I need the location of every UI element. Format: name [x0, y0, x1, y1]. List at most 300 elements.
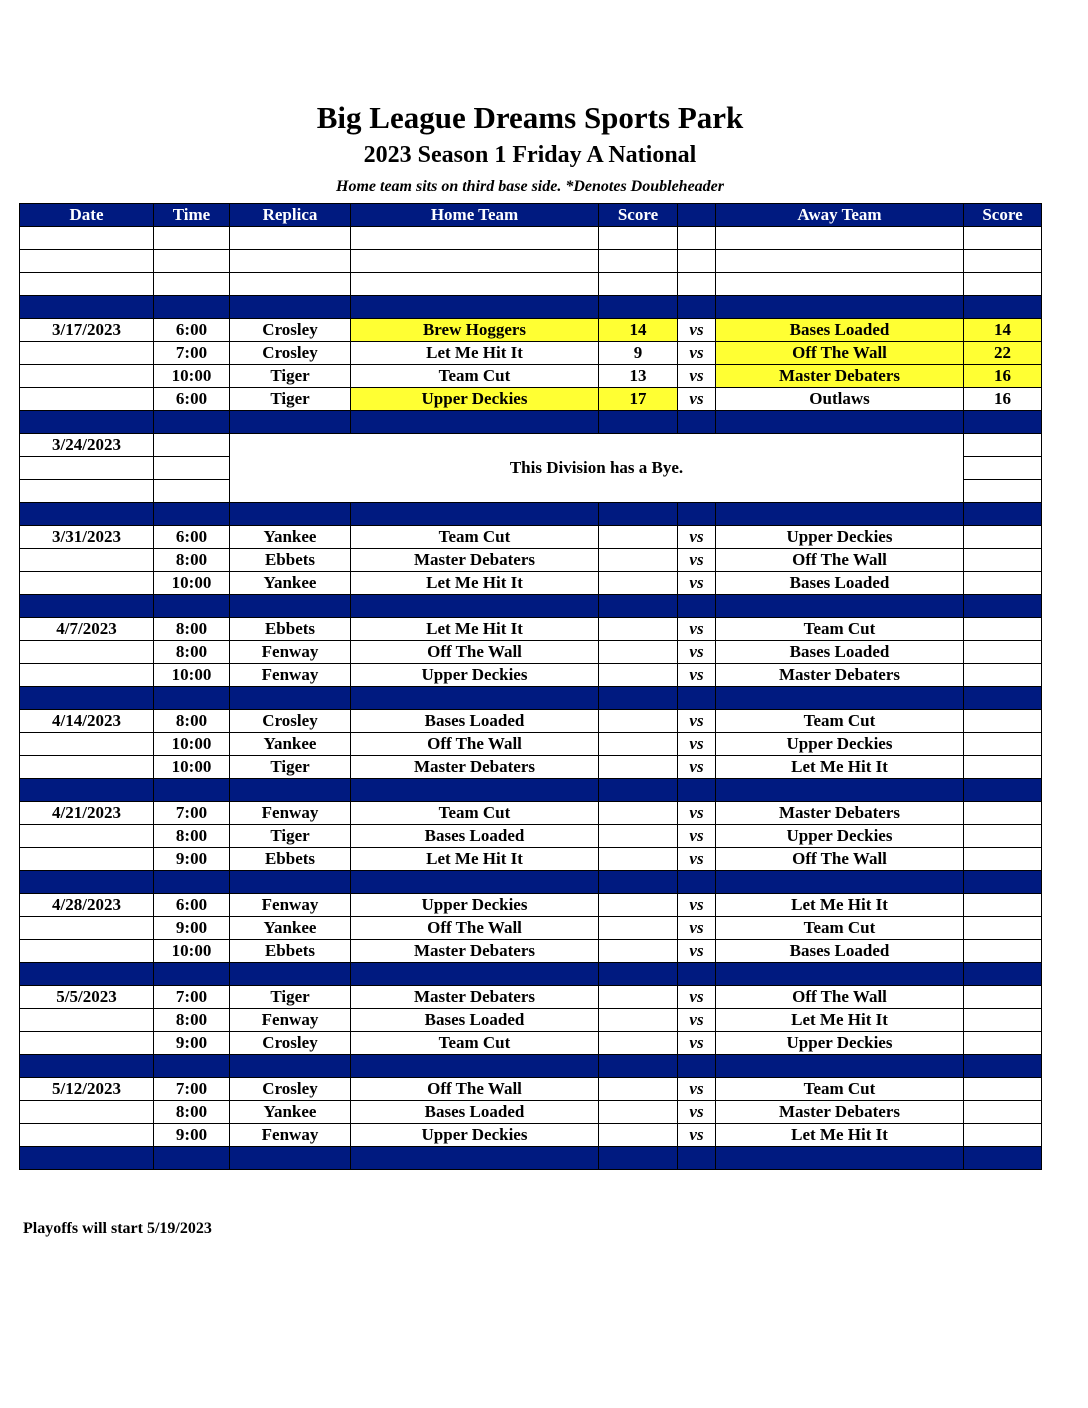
home-score-cell	[599, 756, 678, 779]
week-separator	[20, 1147, 1042, 1170]
separator-cell	[230, 1055, 351, 1078]
replica-cell: Tiger	[230, 825, 351, 848]
replica-cell: Yankee	[230, 733, 351, 756]
away-team-cell: Bases Loaded	[716, 319, 964, 342]
away-score-cell	[964, 549, 1042, 572]
header-vs	[678, 204, 716, 227]
separator-cell	[20, 687, 154, 710]
time-cell: 7:00	[154, 986, 230, 1009]
empty-cell	[599, 273, 678, 296]
date-cell: 3/24/2023	[20, 434, 154, 457]
date-cell	[20, 825, 154, 848]
away-team-cell: Master Debaters	[716, 1101, 964, 1124]
away-score-cell	[964, 825, 1042, 848]
away-team-cell: Off The Wall	[716, 848, 964, 871]
empty-row	[20, 227, 1042, 250]
separator-cell	[716, 503, 964, 526]
home-score-cell	[599, 1032, 678, 1055]
separator-cell	[716, 595, 964, 618]
separator-cell	[964, 296, 1042, 319]
time-cell: 10:00	[154, 664, 230, 687]
home-score-cell	[599, 572, 678, 595]
separator-cell	[599, 411, 678, 434]
time-cell: 8:00	[154, 618, 230, 641]
table-row	[20, 1078, 1042, 1101]
home-team-cell: Team Cut	[351, 365, 599, 388]
away-team-cell: Master Debaters	[716, 802, 964, 825]
away-score-cell	[964, 434, 1042, 457]
date-cell	[20, 848, 154, 871]
time-cell: 8:00	[154, 1009, 230, 1032]
separator-cell	[20, 1055, 154, 1078]
date-cell	[20, 940, 154, 963]
date-cell	[20, 641, 154, 664]
away-score-cell	[964, 917, 1042, 940]
away-score-cell	[964, 710, 1042, 733]
empty-cell	[230, 273, 351, 296]
date-cell	[20, 365, 154, 388]
week-separator	[20, 779, 1042, 802]
separator-cell	[154, 779, 230, 802]
empty-cell	[716, 227, 964, 250]
replica-cell: Crosley	[230, 342, 351, 365]
table-row	[20, 1124, 1042, 1147]
vs-cell: vs	[678, 940, 716, 963]
empty-cell	[154, 227, 230, 250]
table-row	[20, 572, 1042, 595]
date-cell: 3/17/2023	[20, 319, 154, 342]
away-team-cell: Team Cut	[716, 618, 964, 641]
separator-cell	[351, 871, 599, 894]
separator-cell	[351, 411, 599, 434]
away-score-cell	[964, 480, 1042, 503]
table-row	[20, 388, 1042, 411]
time-cell: 8:00	[154, 1101, 230, 1124]
away-team-cell: Bases Loaded	[716, 641, 964, 664]
date-cell	[20, 1032, 154, 1055]
separator-cell	[678, 1147, 716, 1170]
time-cell: 6:00	[154, 388, 230, 411]
separator-cell	[20, 503, 154, 526]
separator-cell	[599, 1147, 678, 1170]
vs-cell: vs	[678, 848, 716, 871]
away-team-cell: Off The Wall	[716, 549, 964, 572]
separator-cell	[964, 595, 1042, 618]
empty-cell	[20, 227, 154, 250]
separator-cell	[154, 503, 230, 526]
vs-cell: vs	[678, 802, 716, 825]
separator-cell	[599, 963, 678, 986]
replica-cell: Crosley	[230, 1078, 351, 1101]
date-cell	[20, 917, 154, 940]
replica-cell: Ebbets	[230, 549, 351, 572]
vs-cell: vs	[678, 641, 716, 664]
home-team-cell: Bases Loaded	[351, 1009, 599, 1032]
week-separator	[20, 503, 1042, 526]
table-row	[20, 641, 1042, 664]
time-cell: 8:00	[154, 549, 230, 572]
home-score-cell	[599, 917, 678, 940]
time-cell: 7:00	[154, 802, 230, 825]
vs-cell: vs	[678, 618, 716, 641]
away-team-cell: Upper Deckies	[716, 733, 964, 756]
replica-cell: Yankee	[230, 572, 351, 595]
date-cell: 4/21/2023	[20, 802, 154, 825]
table-row	[20, 618, 1042, 641]
away-score-cell	[964, 526, 1042, 549]
header-date: Date	[20, 204, 154, 227]
vs-cell: vs	[678, 894, 716, 917]
replica-cell: Fenway	[230, 641, 351, 664]
time-cell: 6:00	[154, 526, 230, 549]
away-team-cell: Outlaws	[716, 388, 964, 411]
replica-cell: Tiger	[230, 756, 351, 779]
separator-cell	[154, 411, 230, 434]
week-separator	[20, 1055, 1042, 1078]
table-row	[20, 1032, 1042, 1055]
empty-cell	[964, 273, 1042, 296]
separator-cell	[154, 1055, 230, 1078]
date-cell: 5/12/2023	[20, 1078, 154, 1101]
time-cell: 9:00	[154, 1032, 230, 1055]
home-score-cell	[599, 1101, 678, 1124]
separator-cell	[716, 779, 964, 802]
vs-cell: vs	[678, 1078, 716, 1101]
home-team-cell: Team Cut	[351, 802, 599, 825]
empty-cell	[678, 250, 716, 273]
home-team-cell: Upper Deckies	[351, 894, 599, 917]
away-score-cell	[964, 1009, 1042, 1032]
time-cell: 8:00	[154, 825, 230, 848]
vs-cell: vs	[678, 733, 716, 756]
separator-cell	[351, 296, 599, 319]
away-score-cell	[964, 1078, 1042, 1101]
home-team-cell: Let Me Hit It	[351, 572, 599, 595]
home-team-cell: Master Debaters	[351, 940, 599, 963]
separator-cell	[678, 871, 716, 894]
away-team-cell: Upper Deckies	[716, 1032, 964, 1055]
header-home-score: Score	[599, 204, 678, 227]
time-cell: 10:00	[154, 365, 230, 388]
away-score-cell	[964, 1101, 1042, 1124]
playoffs-note: Playoffs will start 5/19/2023	[23, 1220, 212, 1237]
home-team-cell: Off The Wall	[351, 641, 599, 664]
vs-cell: vs	[678, 319, 716, 342]
bye-message: This Division has a Bye.	[230, 434, 964, 503]
replica-cell: Yankee	[230, 917, 351, 940]
empty-cell	[599, 227, 678, 250]
away-score-cell	[964, 802, 1042, 825]
date-cell	[20, 388, 154, 411]
separator-cell	[678, 1055, 716, 1078]
separator-cell	[230, 1147, 351, 1170]
away-score-cell	[964, 894, 1042, 917]
time-cell: 8:00	[154, 710, 230, 733]
empty-cell	[351, 273, 599, 296]
date-cell: 3/31/2023	[20, 526, 154, 549]
home-score-cell	[599, 986, 678, 1009]
home-score-cell	[599, 894, 678, 917]
date-cell	[20, 664, 154, 687]
home-score-cell	[599, 802, 678, 825]
date-cell	[20, 1009, 154, 1032]
time-cell	[154, 457, 230, 480]
replica-cell: Fenway	[230, 1124, 351, 1147]
time-cell: 9:00	[154, 1124, 230, 1147]
replica-cell: Fenway	[230, 1009, 351, 1032]
separator-cell	[716, 411, 964, 434]
date-cell	[20, 1101, 154, 1124]
home-team-cell: Off The Wall	[351, 1078, 599, 1101]
away-score-cell: 22	[964, 342, 1042, 365]
schedule-table	[19, 203, 1042, 1170]
away-team-cell: Master Debaters	[716, 664, 964, 687]
separator-cell	[20, 411, 154, 434]
away-team-cell: Off The Wall	[716, 986, 964, 1009]
replica-cell: Yankee	[230, 526, 351, 549]
table-row	[20, 365, 1042, 388]
home-team-note: Home team sits on third base side. *Denotes Doubleheader	[336, 178, 724, 195]
empty-cell	[678, 273, 716, 296]
separator-cell	[20, 595, 154, 618]
away-score-cell	[964, 1032, 1042, 1055]
separator-cell	[351, 1055, 599, 1078]
vs-cell: vs	[678, 1009, 716, 1032]
home-score-cell	[599, 618, 678, 641]
separator-cell	[678, 503, 716, 526]
away-team-cell: Let Me Hit It	[716, 756, 964, 779]
separator-cell	[154, 296, 230, 319]
away-team-cell: Team Cut	[716, 1078, 964, 1101]
table-row	[20, 319, 1042, 342]
separator-cell	[964, 687, 1042, 710]
separator-cell	[230, 411, 351, 434]
empty-cell	[351, 250, 599, 273]
replica-cell: Fenway	[230, 664, 351, 687]
header-row	[20, 204, 1042, 227]
separator-cell	[964, 1147, 1042, 1170]
separator-cell	[964, 779, 1042, 802]
replica-cell: Ebbets	[230, 848, 351, 871]
separator-cell	[599, 503, 678, 526]
separator-cell	[599, 595, 678, 618]
away-team-cell: Let Me Hit It	[716, 1124, 964, 1147]
separator-cell	[678, 411, 716, 434]
separator-cell	[964, 963, 1042, 986]
replica-cell: Yankee	[230, 1101, 351, 1124]
separator-cell	[351, 687, 599, 710]
away-score-cell	[964, 664, 1042, 687]
home-team-cell: Upper Deckies	[351, 664, 599, 687]
schedule-body	[20, 227, 1042, 1170]
replica-cell: Ebbets	[230, 618, 351, 641]
time-cell: 10:00	[154, 572, 230, 595]
separator-cell	[351, 963, 599, 986]
separator-cell	[599, 1055, 678, 1078]
separator-cell	[154, 963, 230, 986]
page-title: Big League Dreams Sports Park	[316, 100, 744, 135]
date-cell	[20, 342, 154, 365]
week-separator	[20, 411, 1042, 434]
table-row	[20, 342, 1042, 365]
table-row	[20, 894, 1042, 917]
header-away-team: Away Team	[716, 204, 964, 227]
date-cell	[20, 480, 154, 503]
time-cell: 8:00	[154, 641, 230, 664]
replica-cell: Crosley	[230, 1032, 351, 1055]
separator-cell	[599, 871, 678, 894]
vs-cell: vs	[678, 365, 716, 388]
separator-cell	[599, 296, 678, 319]
vs-cell: vs	[678, 526, 716, 549]
away-score-cell: 16	[964, 365, 1042, 388]
separator-cell	[20, 779, 154, 802]
date-cell: 4/28/2023	[20, 894, 154, 917]
separator-cell	[716, 963, 964, 986]
replica-cell: Tiger	[230, 388, 351, 411]
home-score-cell: 13	[599, 365, 678, 388]
empty-cell	[154, 250, 230, 273]
week-separator	[20, 871, 1042, 894]
separator-cell	[964, 1055, 1042, 1078]
separator-cell	[351, 595, 599, 618]
separator-cell	[230, 871, 351, 894]
replica-cell: Crosley	[230, 710, 351, 733]
header-replica: Replica	[230, 204, 351, 227]
home-team-cell: Master Debaters	[351, 986, 599, 1009]
home-score-cell	[599, 1009, 678, 1032]
separator-cell	[230, 779, 351, 802]
table-row	[20, 710, 1042, 733]
page-subtitle: 2023 Season 1 Friday A National	[363, 142, 697, 168]
separator-cell	[678, 779, 716, 802]
empty-cell	[716, 250, 964, 273]
separator-cell	[20, 963, 154, 986]
home-score-cell	[599, 641, 678, 664]
separator-cell	[716, 296, 964, 319]
empty-cell	[964, 227, 1042, 250]
time-cell	[154, 434, 230, 457]
away-score-cell	[964, 940, 1042, 963]
empty-cell	[678, 227, 716, 250]
date-cell	[20, 1124, 154, 1147]
separator-cell	[154, 871, 230, 894]
home-score-cell	[599, 1124, 678, 1147]
replica-cell: Fenway	[230, 802, 351, 825]
separator-cell	[678, 963, 716, 986]
date-cell	[20, 572, 154, 595]
vs-cell: vs	[678, 1032, 716, 1055]
time-cell: 7:00	[154, 1078, 230, 1101]
away-score-cell	[964, 641, 1042, 664]
replica-cell: Crosley	[230, 319, 351, 342]
away-score-cell	[964, 733, 1042, 756]
home-score-cell	[599, 710, 678, 733]
table-row	[20, 549, 1042, 572]
separator-cell	[230, 503, 351, 526]
empty-cell	[716, 273, 964, 296]
away-team-cell: Master Debaters	[716, 365, 964, 388]
away-score-cell	[964, 572, 1042, 595]
time-cell: 10:00	[154, 756, 230, 779]
separator-cell	[20, 1147, 154, 1170]
home-score-cell	[599, 549, 678, 572]
home-team-cell: Master Debaters	[351, 549, 599, 572]
home-score-cell	[599, 664, 678, 687]
week-separator	[20, 595, 1042, 618]
home-team-cell: Let Me Hit It	[351, 848, 599, 871]
empty-row	[20, 273, 1042, 296]
home-team-cell: Team Cut	[351, 1032, 599, 1055]
away-team-cell: Team Cut	[716, 917, 964, 940]
away-team-cell: Let Me Hit It	[716, 1009, 964, 1032]
away-team-cell: Off The Wall	[716, 342, 964, 365]
separator-cell	[599, 779, 678, 802]
table-row	[20, 756, 1042, 779]
time-cell: 6:00	[154, 319, 230, 342]
time-cell: 7:00	[154, 342, 230, 365]
home-score-cell	[599, 848, 678, 871]
date-cell	[20, 549, 154, 572]
separator-cell	[230, 963, 351, 986]
separator-cell	[230, 687, 351, 710]
empty-cell	[599, 250, 678, 273]
table-row	[20, 917, 1042, 940]
home-team-cell: Off The Wall	[351, 917, 599, 940]
home-score-cell: 17	[599, 388, 678, 411]
header-away-score: Score	[964, 204, 1042, 227]
home-team-cell: Upper Deckies	[351, 1124, 599, 1147]
vs-cell: vs	[678, 572, 716, 595]
time-cell: 9:00	[154, 917, 230, 940]
home-score-cell	[599, 940, 678, 963]
separator-cell	[716, 687, 964, 710]
separator-cell	[351, 503, 599, 526]
table-row	[20, 1101, 1042, 1124]
empty-cell	[964, 250, 1042, 273]
date-cell	[20, 457, 154, 480]
separator-cell	[351, 1147, 599, 1170]
home-team-cell: Bases Loaded	[351, 1101, 599, 1124]
separator-cell	[154, 1147, 230, 1170]
time-cell: 9:00	[154, 848, 230, 871]
home-team-cell: Let Me Hit It	[351, 342, 599, 365]
separator-cell	[716, 1147, 964, 1170]
empty-cell	[230, 227, 351, 250]
vs-cell: vs	[678, 1101, 716, 1124]
replica-cell: Tiger	[230, 986, 351, 1009]
table-row	[20, 526, 1042, 549]
empty-cell	[20, 250, 154, 273]
replica-cell: Tiger	[230, 365, 351, 388]
date-cell: 4/7/2023	[20, 618, 154, 641]
separator-cell	[20, 871, 154, 894]
time-cell: 6:00	[154, 894, 230, 917]
week-separator	[20, 687, 1042, 710]
vs-cell: vs	[678, 1124, 716, 1147]
home-score-cell: 14	[599, 319, 678, 342]
away-team-cell: Team Cut	[716, 710, 964, 733]
time-cell	[154, 480, 230, 503]
vs-cell: vs	[678, 756, 716, 779]
home-score-cell	[599, 1078, 678, 1101]
separator-cell	[20, 296, 154, 319]
date-cell: 5/5/2023	[20, 986, 154, 1009]
vs-cell: vs	[678, 342, 716, 365]
home-team-cell: Bases Loaded	[351, 825, 599, 848]
separator-cell	[230, 595, 351, 618]
away-team-cell: Bases Loaded	[716, 940, 964, 963]
